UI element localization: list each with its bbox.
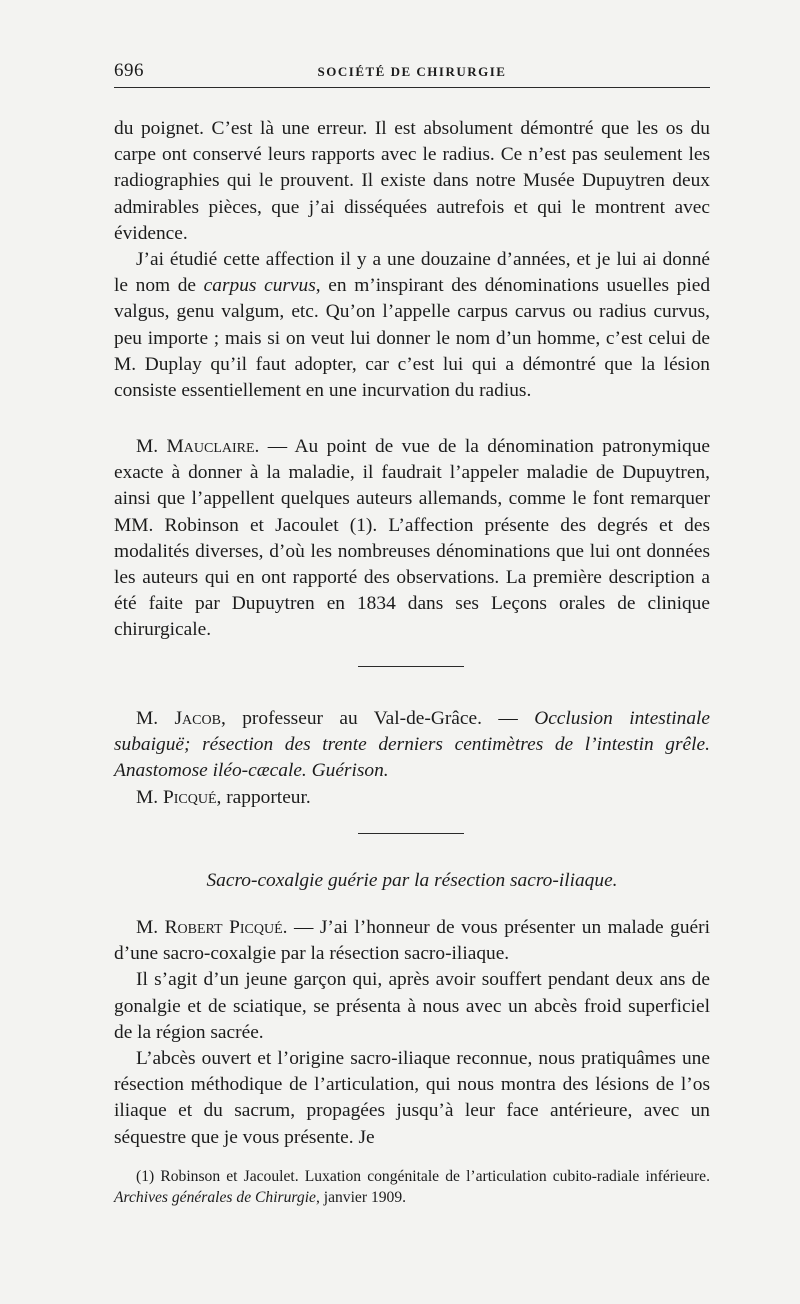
picque-block xyxy=(114,915,710,1151)
journal-reference: Archives générales de Chirurgie xyxy=(114,1189,316,1206)
paragraph-jacob: M. Jacob, professeur au Val-de-Grâce. — Occlusion intestinale subaiguë; résection des trente derniers centimètres de l’intestin grêle. Anastomose iléo-cæcale. Guérison. xyxy=(114,708,711,782)
footnote xyxy=(114,1166,710,1208)
discussion-block xyxy=(114,116,710,404)
rapporteur-name: Picqué xyxy=(162,786,217,808)
paragraph-rapporteur: M. Picqué, rapporteur. xyxy=(136,786,311,808)
mauclaire-block xyxy=(114,434,710,644)
running-head xyxy=(114,57,710,88)
footnote-text: (1) Robinson et Jacoulet. Luxation congénitale de l’articulation cubito-radiale inférieure. Archives générales de Chirurgie, janvier 1909. xyxy=(114,1168,710,1206)
section-title: Sacro-coxalgie guérie par la résection sacro-iliaque. xyxy=(206,870,618,891)
paragraph-case: Il s’agit d’un jeune garçon qui, après avoir souffert pendant deux ans de gonalgie et de sciatique, se présenta à nous avec un abcès froid superficiel de la région sacrée. xyxy=(114,969,710,1043)
paragraph-picque: M. Robert Picqué. — J’ai l’honneur de vous présenter un malade guéri d’une sacro-coxalgie par la résection sacro-iliaque. xyxy=(114,917,710,965)
paragraph-continuation: du poignet. C’est là une erreur. Il est absolument démontré que les os du carpe ont conservé leurs rapports avec le radius. Ce n’est pas seulement les radiographies qui le prouvent. Il existe dans notre Musée Dupuytren deux admirables pièces, que j’ai disséquées autrefois et qui le montrent avec évidence. xyxy=(114,118,710,244)
journal-title: SOCIÉTÉ DE CHIRURGIE xyxy=(317,64,507,79)
section-divider xyxy=(358,833,464,834)
term-carpus-curvus: carpus curvus xyxy=(203,275,316,297)
speaker-name: Robert Picqué xyxy=(164,917,283,938)
case-title: Occlusion intestinale subaiguë; résection des trente derniers centimètres de l’intestin grêle. Anastomose iléo-cæcale. Guérison. xyxy=(114,708,711,782)
section-divider xyxy=(358,666,464,667)
author-name: Jacob xyxy=(174,708,221,729)
paragraph-carpus-curvus: J’ai étudié cette affection il y a une douzaine d’années, et je lui ai donné le nom de carpus curvus, en m’inspirant des dénominations usuelles pied valgus, genu valgum, etc. Qu’on l’appelle carpus carvus ou radius curvus, peu importe ; mais si on veut lui donner le nom d’un homme, c’est celui de M. Duplay qu’il faut adopter, car c’est lui qui a démontré que la lésion consiste essentiellement en une incurvation du radius. xyxy=(114,249,711,402)
paragraph-mauclaire: M. Mauclaire. — Au point de vue de la dénomination patronymique exacte à donner à la maladie, il faudrait l’appeler maladie de Dupuytren, ainsi que l’appellent quelques auteurs allemands, comme le font remarquer MM. Robinson et Jacoulet (1). L’affection présente des degrés et des modalités diverses, d’où les nombreuses dénominations que lui ont données les auteurs qui en ont rapporté des observations. La première description a été faite par Dupuytren en 1834 dans ses Leçons orales de clinique chirurgicale. xyxy=(114,436,710,641)
page-number: 696 xyxy=(114,60,144,81)
jacob-block xyxy=(114,706,710,811)
speaker-name: Mauclaire xyxy=(166,436,255,457)
paragraph-resection: L’abcès ouvert et l’origine sacro-iliaque reconnue, nous pratiquâmes une résection méthodique de l’articulation, qui nous montra des lésions de l’os iliaque et du sacrum, propagées jusqu’à leur face antérieure, avec un séquestre que je vous présente. Je xyxy=(114,1048,710,1148)
